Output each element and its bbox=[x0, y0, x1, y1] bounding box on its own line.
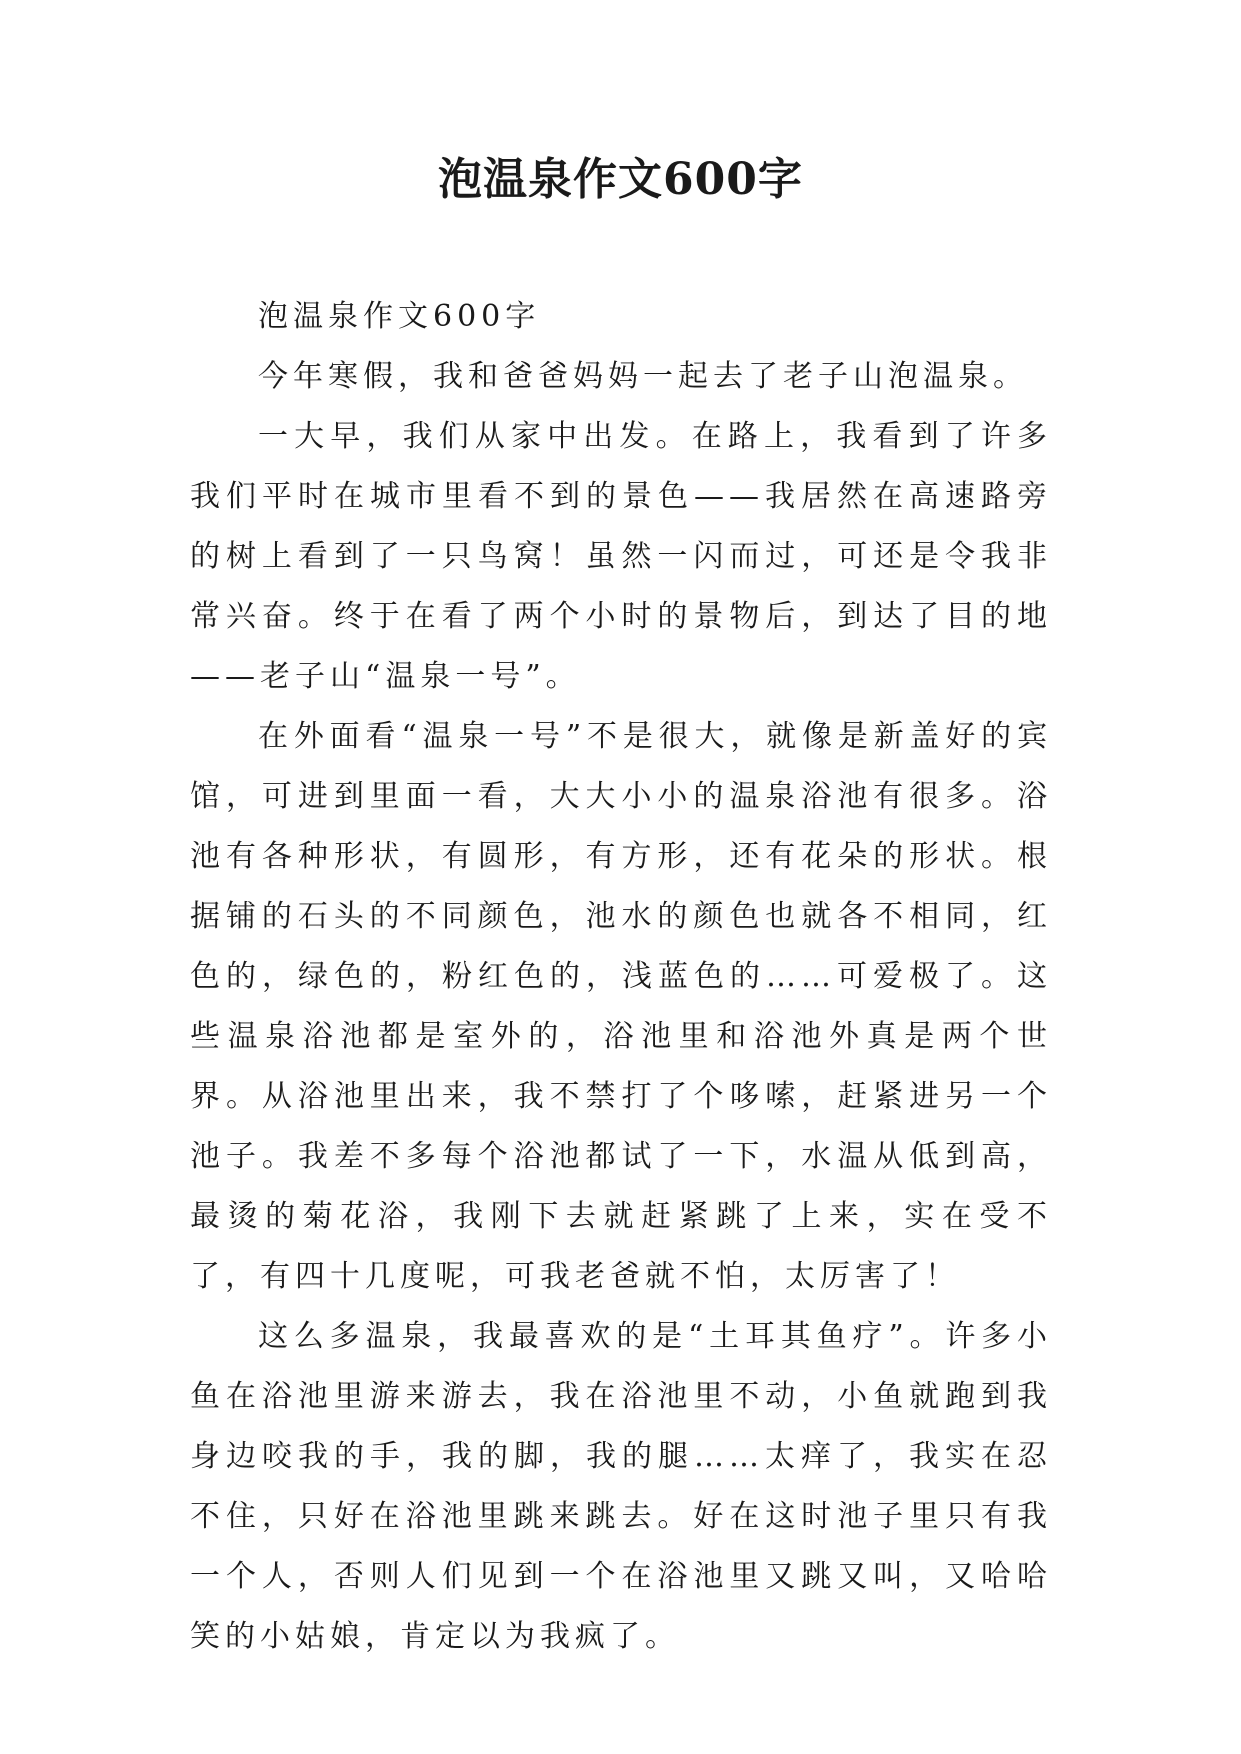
paragraph-heading: 泡温泉作文600字 bbox=[258, 299, 541, 334]
document-body bbox=[190, 287, 1052, 1667]
document-title: 泡温泉作文600字 bbox=[438, 154, 803, 205]
paragraph: 今年寒假，我和爸爸妈妈一起去了老子山泡温泉。 bbox=[258, 359, 1028, 394]
paragraph: 在外面看“温泉一号”不是很大，就像是新盖好的宾馆，可进到里面一看，大大小小的温泉浴池有很多。浴池有各种形状，有圆形，有方形，还有花朵的形状。根据铺的石头的不同颜色，池水的颜色也就各不相同，红色的，绿色的，粉红色的，浅蓝色的……可爱极了。这些温泉浴池都是室外的，浴池里和浴池外真是两个世界。从浴池里出来，我不禁打了个哆嗦，赶紧进另一个池子。我差不多每个浴池都试了一下，水温从低到高，最烫的菊花浴，我刚下去就赶紧跳了上来，实在受不了，有四十几度呢，可我老爸就不怕，太厉害了！ bbox=[190, 719, 1052, 1294]
paragraph: 一大早，我们从家中出发。在路上，我看到了许多我们平时在城市里看不到的景色——我居然在高速路旁的树上看到了一只鸟窝！虽然一闪而过，可还是令我非常兴奋。终于在看了两个小时的景物后，到达了目的地——老子山“温泉一号”。 bbox=[190, 419, 1052, 694]
paragraph: 这么多温泉，我最喜欢的是“土耳其鱼疗”。许多小鱼在浴池里游来游去，我在浴池里不动，小鱼就跑到我身边咬我的手，我的脚，我的腿……太痒了，我实在忍不住，只好在浴池里跳来跳去。好在这时池子里只有我一个人，否则人们见到一个在浴池里又跳又叫，又哈哈笑的小姑娘，肯定以为我疯了。 bbox=[190, 1319, 1052, 1654]
